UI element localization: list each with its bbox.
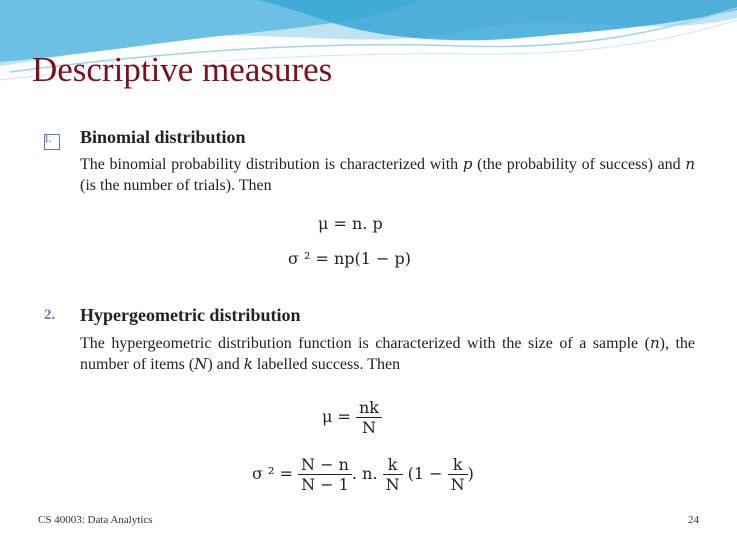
page-number: 24 xyxy=(688,514,699,526)
hypergeometric-mean-formula: μ = $\frac{nk}{N}$ xyxy=(322,398,382,437)
hypergeometric-variance-formula: σ ² = $\frac{N - n}{N - 1}$ . n. $\frac{k}{N}$ (1 − $\frac{k}{N}$ ) xyxy=(252,455,474,494)
binomial-mean-formula: μ = n. p xyxy=(318,214,383,233)
slide-title: Descriptive measures xyxy=(32,50,333,89)
section-2-paragraph: The hypergeometric distribution function is characterized with the size of a sample (n), the number of items (N) and k labelled success. Then xyxy=(80,334,695,373)
section-1-marker: 1. xyxy=(44,134,52,145)
section-1-paragraph: The binomial probability distribution is characterized with p (the probability of success) and n (is the number of trials). Then xyxy=(80,155,696,194)
binomial-variance-formula: σ ² = np(1 − p) xyxy=(288,249,412,268)
section-2-marker: 2. xyxy=(44,307,56,323)
footer-course-label: CS 40003: Data Analytics xyxy=(38,514,153,526)
section-1-heading: Binomial distribution xyxy=(80,127,246,147)
section-2-heading: Hypergeometric distribution xyxy=(80,305,301,325)
